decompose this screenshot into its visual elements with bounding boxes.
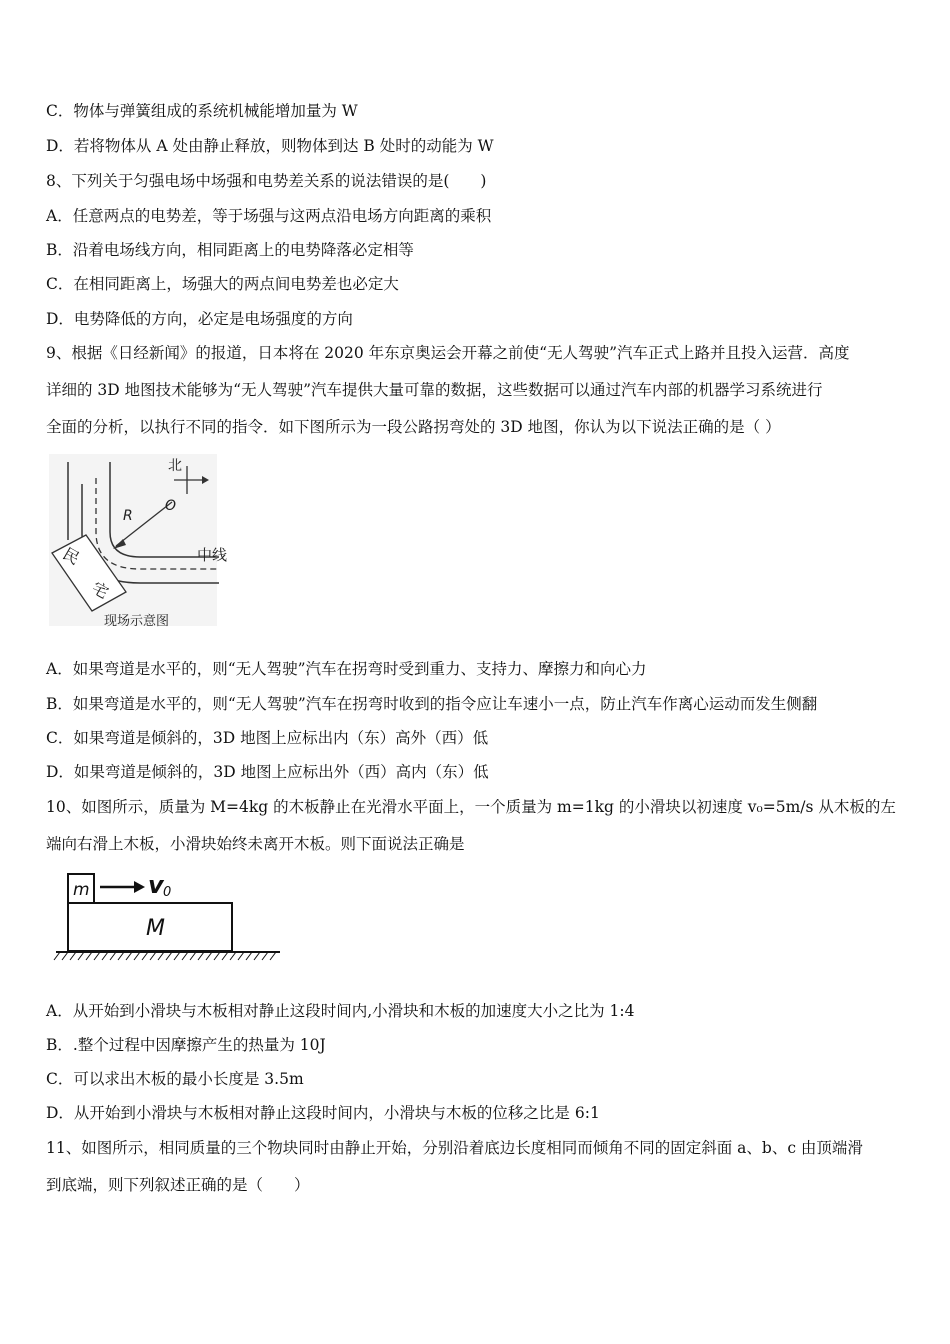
small-block-label: m: [73, 880, 90, 900]
question-9-stem: 全面的分析，以执行不同的指令．如下图所示为一段公路拐弯处的 3D 地图，你认为以下说法正确的是（ ）: [46, 418, 781, 436]
velocity-label: v: [148, 871, 164, 899]
option-b: B．.整个过程中因摩擦产生的热量为 10J: [46, 1036, 326, 1054]
option-c: C．在相同距离上，场强大的两点间电势差也必定大: [46, 275, 399, 293]
question-10-stem: 10、如图所示，质量为 M=4kg 的木板静止在光滑水平面上，一个质量为 m=1kg 的小滑块以初速度 v₀=5m/s 从木板的左: [46, 798, 896, 816]
road-curve-figure: [44, 450, 244, 632]
option-a: A．任意两点的电势差，等于场强与这两点沿电场方向距离的乘积: [46, 207, 492, 225]
question-9-stem: 9、根据《日经新闻》的报道，日本将在 2020 年东京奥运会开幕之前使“无人驾驶”汽车正式上路并且投入运营．高度: [46, 344, 850, 362]
house-label: 宅: [88, 577, 112, 603]
option-c: C．如果弯道是倾斜的，3D 地图上应标出内（东）高外（西）低: [46, 729, 489, 747]
option-a: A．从开始到小滑块与木板相对静止这段时间内,小滑块和木板的加速度大小之比为 1:4: [46, 1002, 635, 1020]
block-board-figure: [48, 866, 288, 970]
question-11-stem: 11、如图所示，相同质量的三个物块同时由静止开始，分别沿着底边长度相同而倾角不同的固定斜面 a、b、c 由顶端滑: [46, 1139, 863, 1157]
text-line: C．物体与弹簧组成的系统机械能增加量为 W: [46, 102, 358, 120]
board-label: M: [146, 916, 165, 941]
question-8-stem: 8、下列关于匀强电场中场强和电势差关系的说法错误的是( ): [46, 172, 487, 190]
center-label: O: [165, 498, 177, 514]
radius-label: R: [123, 508, 133, 524]
question-11-stem: 到底端，则下列叙述正确的是（ ）: [46, 1176, 310, 1194]
option-a: A．如果弯道是水平的，则“无人驾驶”汽车在拐弯时受到重力、支持力、摩擦力和向心力: [46, 660, 647, 678]
centerline-label: 中线: [197, 546, 228, 564]
option-d: D．从开始到小滑块与木板相对静止这段时间内，小滑块与木板的位移之比是 6:1: [46, 1104, 600, 1122]
option-c: C．可以求出木板的最小长度是 3.5m: [46, 1070, 304, 1088]
option-d: D．电势降低的方向，必定是电场强度的方向: [46, 310, 353, 328]
option-b: B．沿着电场线方向，相同距离上的电势降落必定相等: [46, 241, 414, 259]
velocity-subscript: 0: [163, 885, 172, 900]
option-b: B．如果弯道是水平的，则“无人驾驶”汽车在拐弯时收到的指令应让车速小一点，防止汽车作离心运动而发生侧翻: [46, 695, 818, 713]
north-label: 北: [168, 458, 182, 474]
house-label: 民: [59, 543, 83, 569]
text-line: D．若将物体从 A 处由静止释放，则物体到达 B 处时的动能为 W: [46, 137, 494, 155]
figure-caption: 现场示意图: [104, 614, 170, 629]
option-d: D．如果弯道是倾斜的，3D 地图上应标出外（西）高内（东）低: [46, 763, 489, 781]
question-10-stem: 端向右滑上木板，小滑块始终未离开木板。则下面说法正确是: [46, 835, 465, 853]
question-9-stem: 详细的 3D 地图技术能够为“无人驾驶”汽车提供大量可靠的数据，这些数据可以通过汽车内部的机器学习系统进行: [46, 381, 823, 399]
